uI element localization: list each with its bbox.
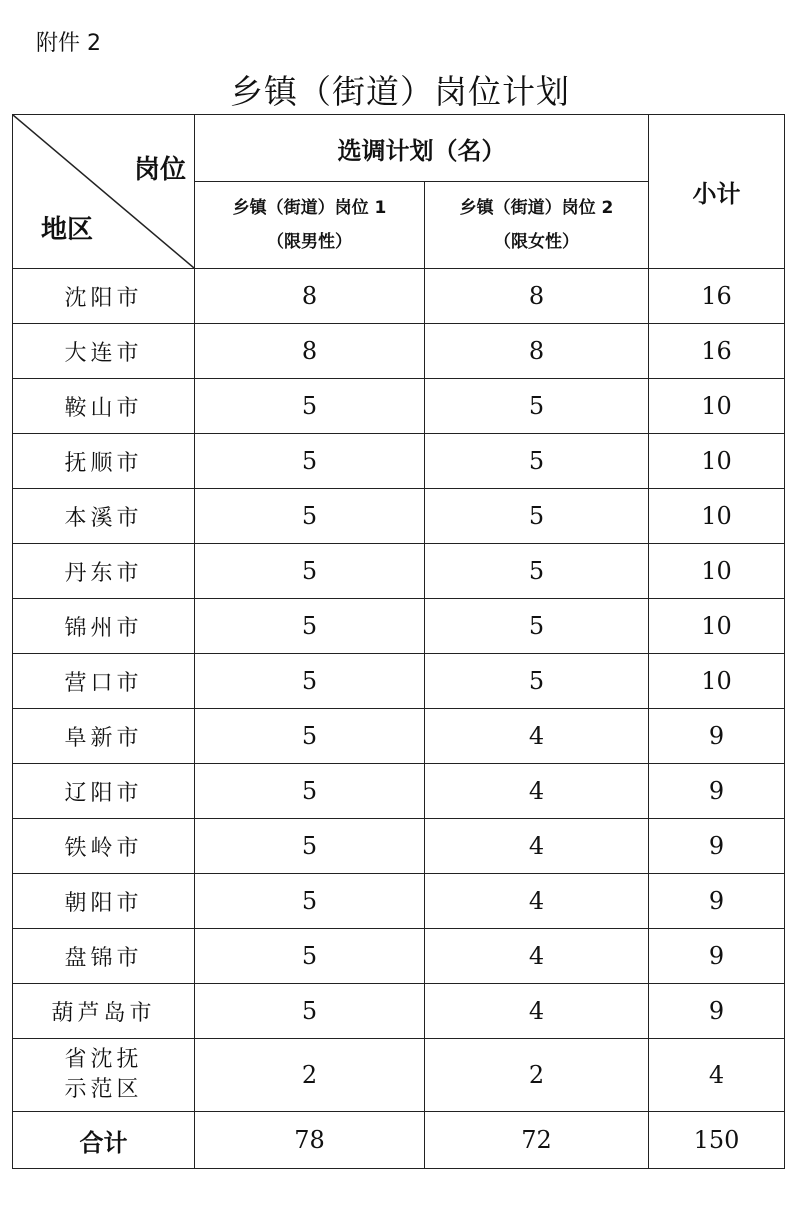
post2-header (425, 182, 649, 269)
subtotal-cell: 16 (649, 269, 785, 324)
post2-header-line2: （限女性） (494, 232, 579, 252)
post2-cell: 8 (425, 269, 649, 324)
attachment-label: 附件 2 (36, 31, 101, 56)
post1-cell: 8 (195, 324, 425, 379)
region-line1: 省沈抚 (64, 1047, 143, 1072)
subtotal-cell: 9 (649, 819, 785, 874)
total-row (13, 1112, 785, 1169)
post2-cell: 4 (425, 929, 649, 984)
subtotal-cell: 10 (649, 489, 785, 544)
post1-cell: 5 (195, 764, 425, 819)
post1-header-line1: 乡镇（街道）岗位 1 (232, 198, 387, 218)
table-row (13, 434, 785, 489)
post1-cell: 5 (195, 819, 425, 874)
post1-cell: 5 (195, 544, 425, 599)
table-row (13, 324, 785, 379)
region-line2: 示范区 (64, 1077, 143, 1102)
post1-cell: 5 (195, 654, 425, 709)
subtotal-cell: 9 (649, 984, 785, 1039)
post1-cell: 5 (195, 599, 425, 654)
post1-cell: 5 (195, 929, 425, 984)
table-row (13, 379, 785, 434)
region-cell: 本溪市 (13, 489, 195, 544)
subtotal-cell: 10 (649, 379, 785, 434)
table-row (13, 984, 785, 1039)
post2-cell: 4 (425, 709, 649, 764)
post1-cell: 5 (195, 434, 425, 489)
region-cell: 鞍山市 (13, 379, 195, 434)
region-cell: 葫芦岛市 (13, 984, 195, 1039)
post2-cell: 5 (425, 379, 649, 434)
post1-header-line2: （限男性） (267, 232, 352, 252)
post2-cell: 5 (425, 434, 649, 489)
post-plan-table (12, 114, 785, 1169)
subtotal-cell: 4 (649, 1039, 785, 1112)
table-row (13, 874, 785, 929)
post2-cell: 8 (425, 324, 649, 379)
post2-cell: 4 (425, 764, 649, 819)
post1-cell: 5 (195, 874, 425, 929)
region-cell: 锦州市 (13, 599, 195, 654)
total-post2-cell: 72 (425, 1112, 649, 1169)
subtotal-cell: 10 (649, 434, 785, 489)
region-cell: 朝阳市 (13, 874, 195, 929)
page-title: 乡镇（街道）岗位计划 (230, 72, 570, 111)
region-cell: 营口市 (13, 654, 195, 709)
region-cell (13, 1039, 195, 1112)
total-post1-cell: 78 (195, 1112, 425, 1169)
table-row (13, 1039, 785, 1112)
region-cell: 沈阳市 (13, 269, 195, 324)
post1-cell: 5 (195, 984, 425, 1039)
region-cell: 阜新市 (13, 709, 195, 764)
region-cell: 辽阳市 (13, 764, 195, 819)
corner-header-cell (13, 115, 195, 269)
table-row (13, 709, 785, 764)
region-cell: 丹东市 (13, 544, 195, 599)
table-row (13, 819, 785, 874)
region-cell: 铁岭市 (13, 819, 195, 874)
post1-cell: 8 (195, 269, 425, 324)
post2-cell: 4 (425, 819, 649, 874)
post1-header (195, 182, 425, 269)
region-cell: 盘锦市 (13, 929, 195, 984)
subtotal-cell: 10 (649, 654, 785, 709)
subtotal-cell: 16 (649, 324, 785, 379)
table-row (13, 764, 785, 819)
post2-cell: 5 (425, 654, 649, 709)
post2-cell: 5 (425, 489, 649, 544)
post1-cell: 5 (195, 709, 425, 764)
post1-cell: 5 (195, 489, 425, 544)
corner-post-label: 岗位 (133, 155, 186, 185)
post2-cell: 5 (425, 599, 649, 654)
subtotal-cell: 9 (649, 764, 785, 819)
total-subtotal-cell: 150 (649, 1112, 785, 1169)
corner-region-label: 地区 (41, 215, 94, 245)
post2-cell: 4 (425, 874, 649, 929)
subtotal-header: 小计 (649, 115, 785, 269)
subtotal-cell: 9 (649, 929, 785, 984)
subtotal-cell: 9 (649, 874, 785, 929)
post1-cell: 5 (195, 379, 425, 434)
post2-cell: 2 (425, 1039, 649, 1112)
table-row (13, 544, 785, 599)
subtotal-cell: 9 (649, 709, 785, 764)
table-row (13, 654, 785, 709)
total-label-cell: 合计 (13, 1112, 195, 1169)
region-cell: 抚顺市 (13, 434, 195, 489)
post2-header-line1: 乡镇（街道）岗位 2 (459, 198, 614, 218)
post1-cell: 2 (195, 1039, 425, 1112)
table-row (13, 269, 785, 324)
post2-cell: 5 (425, 544, 649, 599)
table-row (13, 599, 785, 654)
post2-cell: 4 (425, 984, 649, 1039)
plan-group-header: 选调计划（名） (195, 115, 649, 182)
header-row-top (13, 115, 785, 182)
region-cell: 大连市 (13, 324, 195, 379)
table-row (13, 929, 785, 984)
subtotal-cell: 10 (649, 599, 785, 654)
table-row (13, 489, 785, 544)
subtotal-cell: 10 (649, 544, 785, 599)
